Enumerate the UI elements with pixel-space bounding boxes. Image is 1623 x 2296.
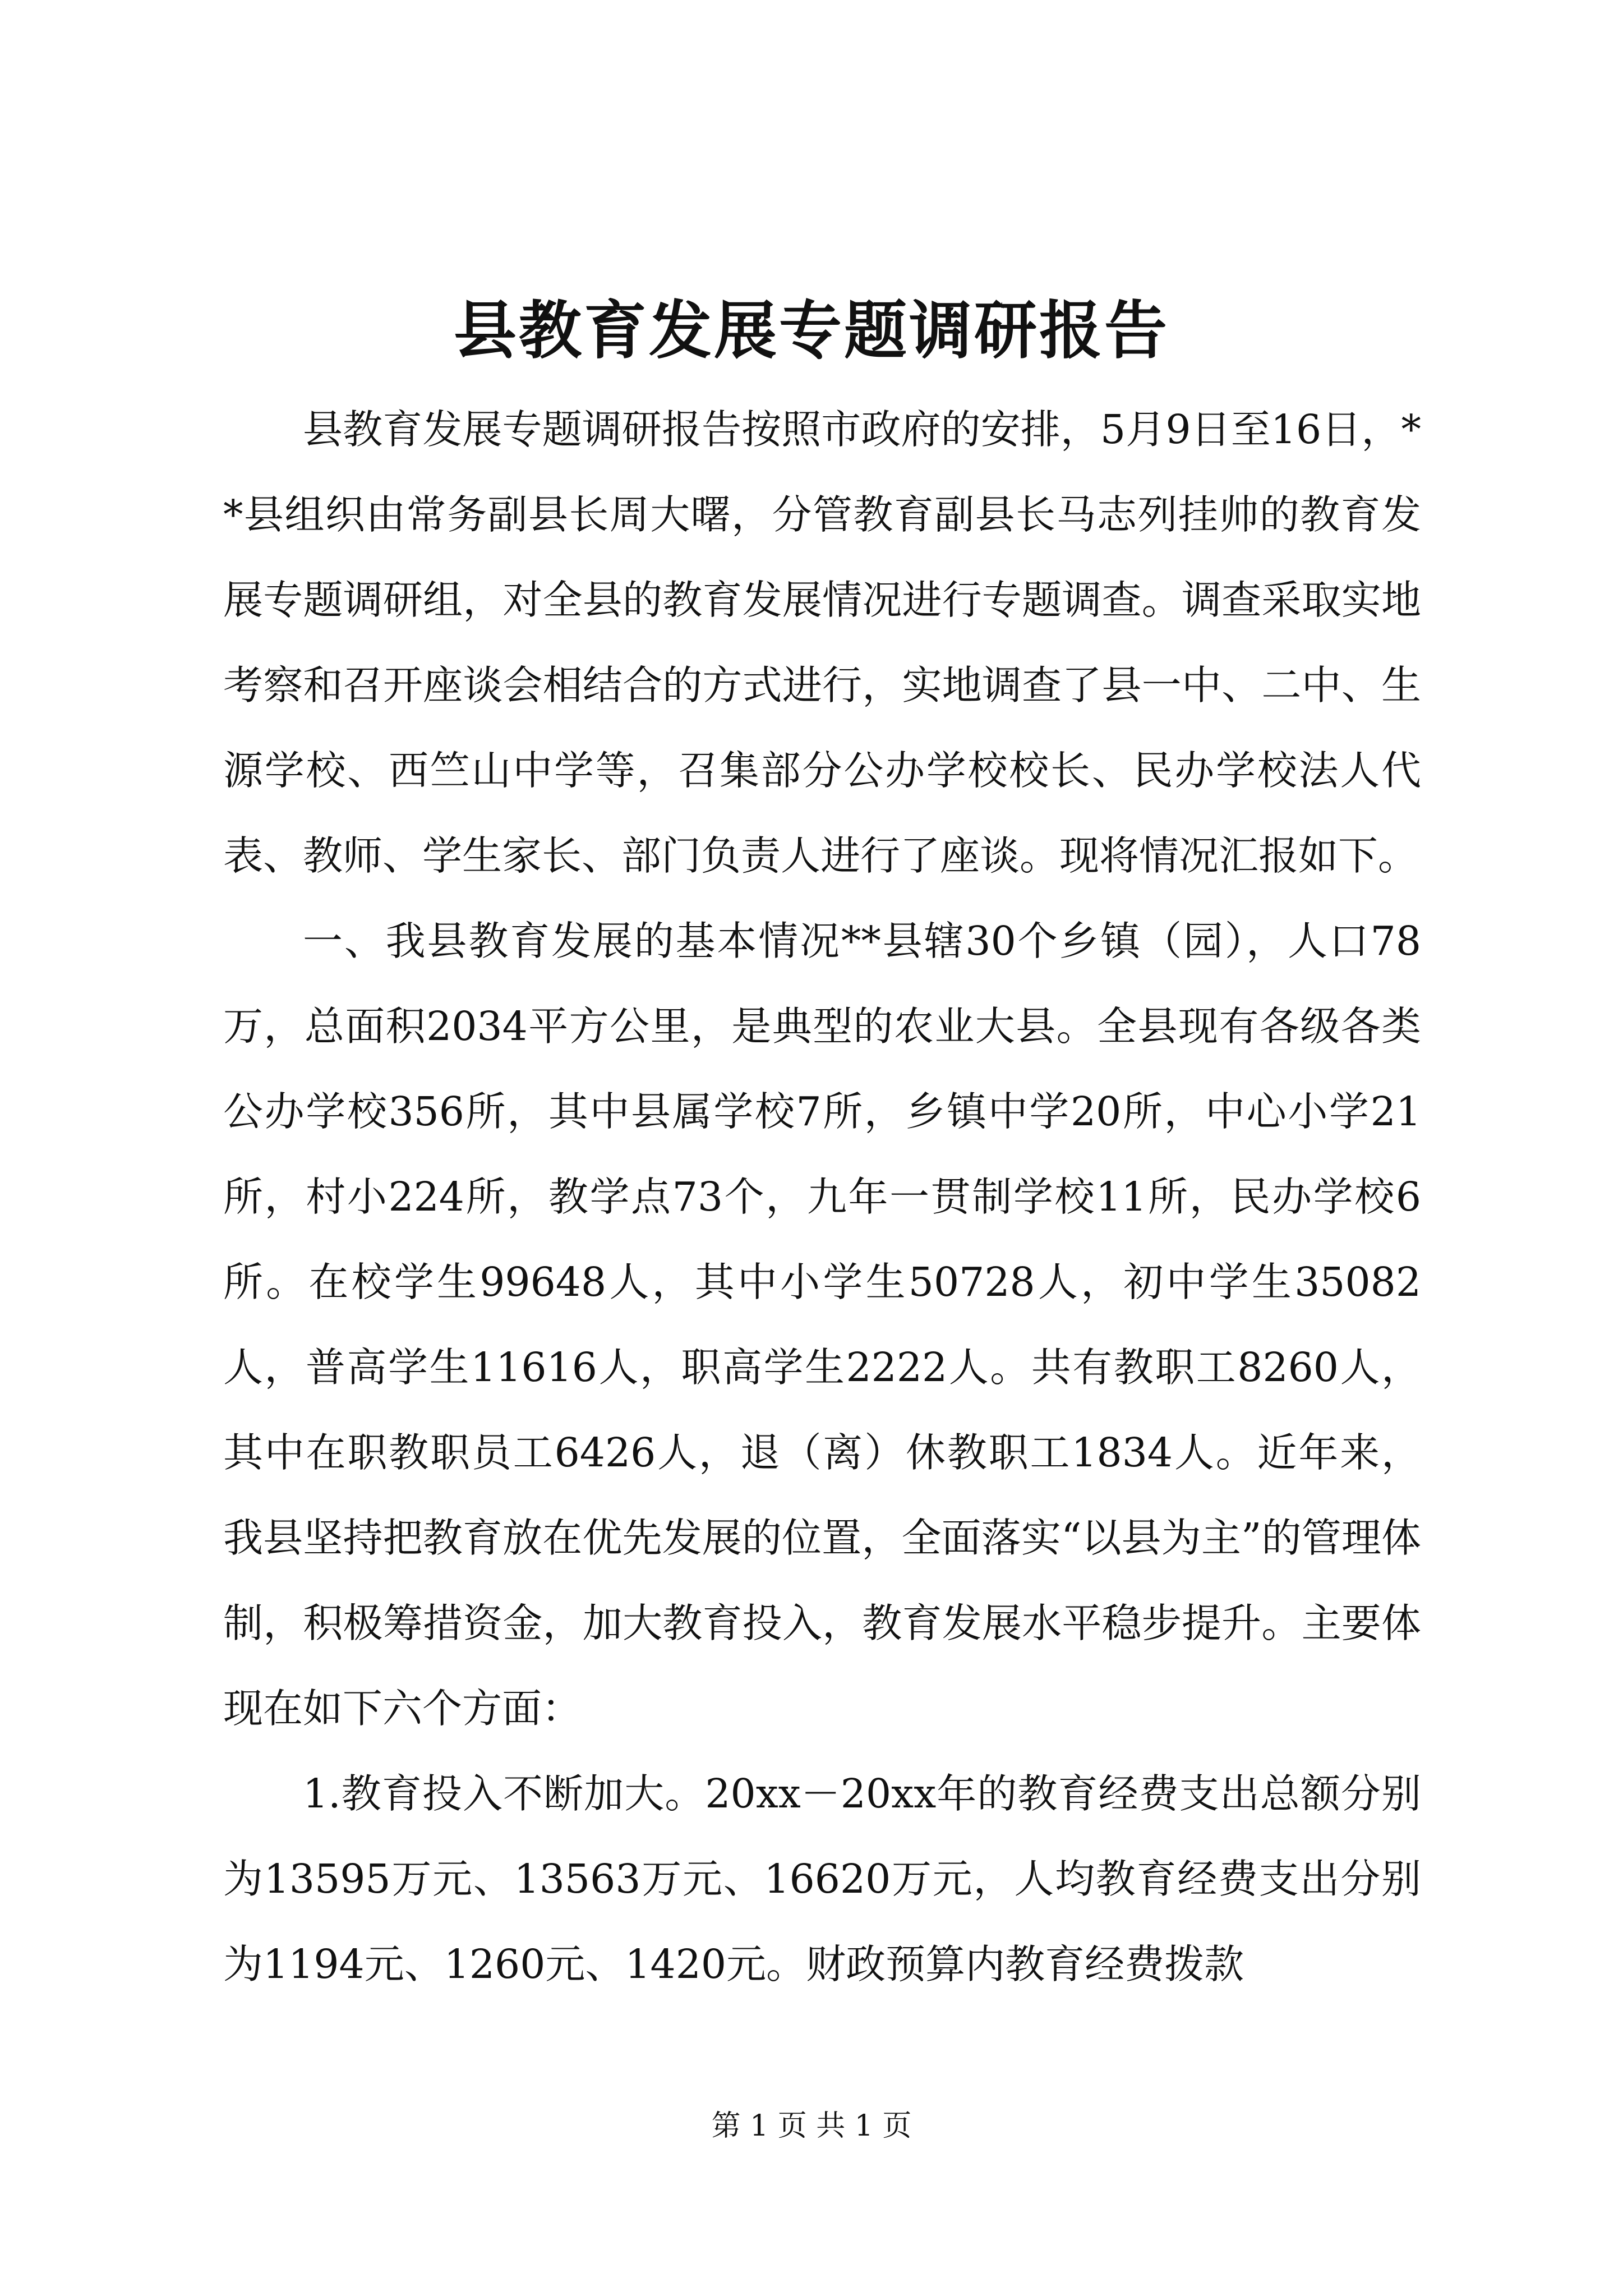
page-footer: 第 1 页 共 1 页 [711, 2109, 912, 2143]
document-body [223, 387, 1421, 2007]
document-title: 县教育发展专题调研报告 [454, 294, 1169, 367]
paragraph-intro: 县教育发展专题调研报告按照市政府的安排，5月9日至16日，**县组织由常务副县长周大曙，分管教育副县长马志列挂帅的教育发展专题调研组，对全县的教育发展情况进行专题调查。调查采取实地考察和召开座谈会相结合的方式进行，实地调查了县一中、二中、生源学校、西竺山中学等，召集部分公办学校校长、民办学校法人代表、教师、学生家长、部门负责人进行了座谈。现将情况汇报如下。 [223, 406, 1421, 879]
paragraph-basic-situation: 一、我县教育发展的基本情况**县辖30个乡镇（园），人口78万，总面积2034平方公里，是典型的农业大县。全县现有各级各类公办学校356所，其中县属学校7所，乡镇中学20所，中心小学21所，村小224所，教学点73个，九年一贯制学校11所，民办学校6所。在校学生99648人，其中小学生50728人，初中学生35082人，普高学生11616人，职高学生2222人。共有教职工8260人，其中在职教职员工6426人，退（离）休教职工1834人。近年来，我县坚持把教育放在优先发展的位置，全面落实“以县为主”的管理体制，积极筹措资金，加大教育投入，教育发展水平稳步提升。主要体现在如下六个方面： [223, 918, 1421, 1732]
paragraph-education-investment: 1.教育投入不断加大。20xx－20xx年的教育经费支出总额分别为13595万元、13563万元、16620万元，人均教育经费支出分别为1194元、1260元、1420元。财政预算内教育经费拨款 [223, 1770, 1421, 1987]
